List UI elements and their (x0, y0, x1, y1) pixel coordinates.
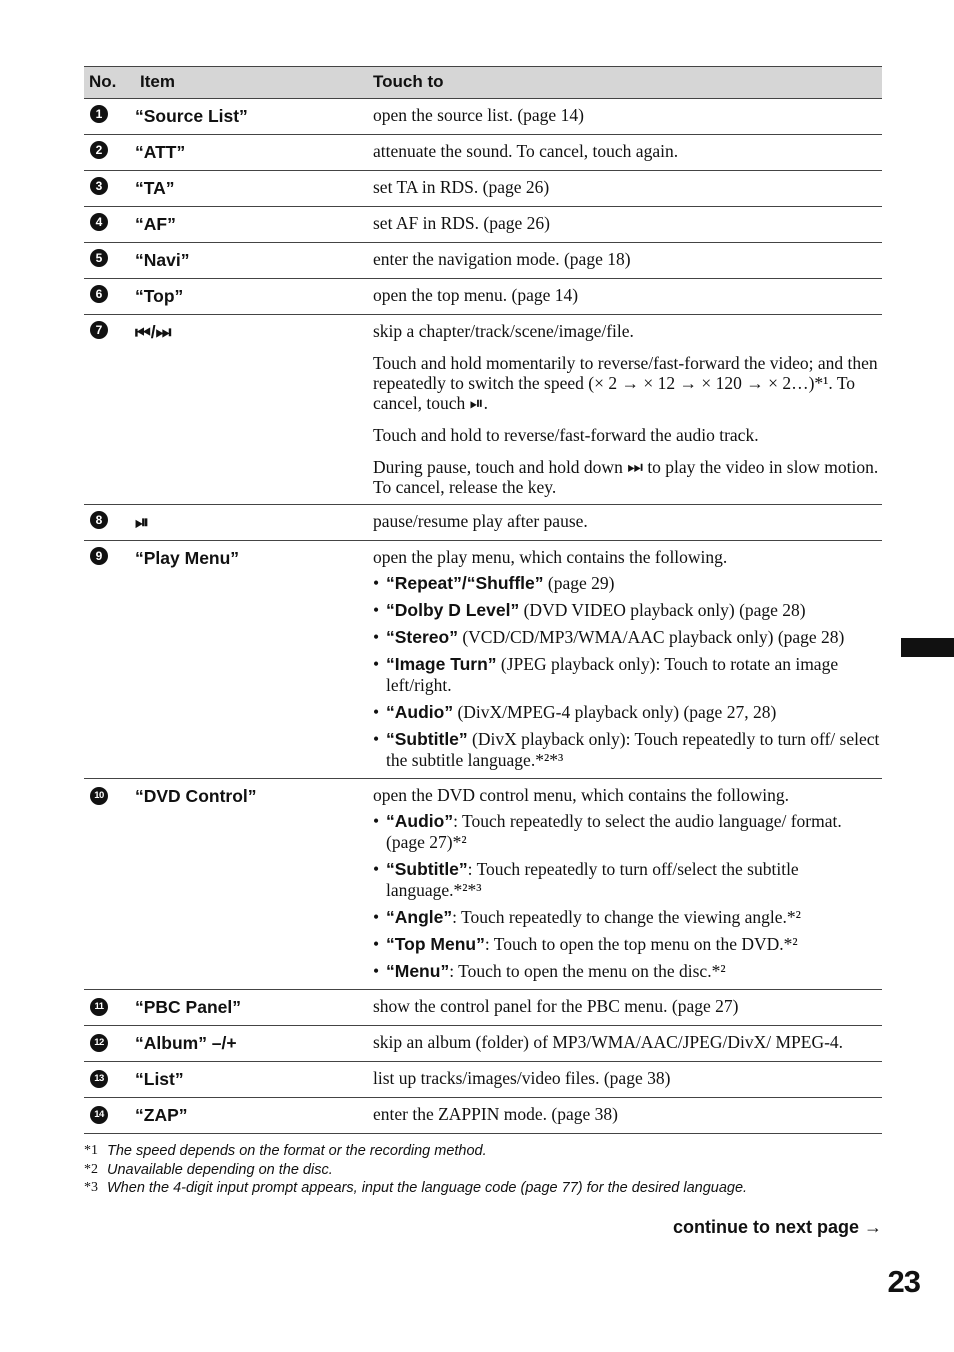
row-number-badge: 1 (90, 105, 108, 123)
description-paragraph: skip an album (folder) of MP3/WMA/AAC/JPEG/DivX/ MPEG-4. (373, 1032, 844, 1052)
option-label: “Angle” (386, 907, 453, 927)
footnote (84, 1179, 884, 1198)
table-row (84, 1026, 882, 1062)
option-text: : Touch to open the menu on the disc.*² (449, 961, 726, 981)
option-label: “Repeat”/“Shuffle” (386, 573, 544, 593)
row-number-cell (84, 243, 135, 279)
item-name: “AF” (135, 207, 368, 243)
item-description (368, 135, 882, 171)
row-number-cell (84, 207, 135, 243)
option-text: (JPEG playback only): Touch to rotate an image left/right. (386, 654, 839, 695)
item-name: ⏯ (135, 505, 368, 541)
option-text: (DivX playback only): Touch repeatedly to turn off/ select the subtitle language.*²*³ (386, 729, 880, 770)
bullet-icon: • (373, 907, 380, 927)
list-item (373, 859, 882, 901)
table-row (84, 1098, 882, 1134)
bullet-icon: • (373, 627, 380, 647)
header-no: No. (84, 67, 135, 99)
bullet-icon: • (373, 600, 380, 620)
list-item (373, 934, 882, 955)
footnote (84, 1142, 884, 1161)
footnote-mark: *1 (84, 1143, 98, 1158)
row-number-badge: 6 (90, 285, 108, 303)
item-name: “ZAP” (135, 1098, 368, 1134)
list-item (373, 600, 882, 621)
table-row (84, 243, 882, 279)
item-name: “Play Menu” (135, 541, 368, 779)
header-touch-to: Touch to (368, 67, 882, 99)
description-paragraph: Touch and hold momentarily to reverse/fast-forward the video; and then repeatedly to switch the speed (× 2 → × 12 → × 120 → × 2…)*¹. To cancel, touch ⏯. (373, 353, 878, 413)
footnote-text: Unavailable depending on the disc. (107, 1161, 333, 1178)
item-name: “Source List” (135, 99, 368, 135)
item-description (368, 243, 882, 279)
row-number-badge: 5 (90, 249, 108, 267)
bullet-icon: • (373, 859, 380, 879)
option-text: : Touch repeatedly to select the audio language/ format. (page 27)*² (386, 811, 842, 852)
item-description (368, 1062, 882, 1098)
list-item (373, 627, 882, 648)
option-text: (DivX/MPEG-4 playback only) (page 27, 28) (453, 702, 777, 722)
row-number-cell (84, 1098, 135, 1134)
item-description (368, 1026, 882, 1062)
table-row (84, 990, 882, 1026)
row-number-badge: 7 (90, 321, 108, 339)
description-paragraph: open the source list. (page 14) (373, 105, 584, 125)
item-description (368, 207, 882, 243)
footnote (84, 1161, 884, 1180)
item-name: “Navi” (135, 243, 368, 279)
footnote-mark: *2 (84, 1161, 98, 1177)
item-name: “Top” (135, 279, 368, 315)
bullet-icon: • (373, 654, 380, 674)
item-description (368, 990, 882, 1026)
row-number-badge: 12 (90, 1034, 108, 1052)
option-list (373, 573, 882, 771)
item-name: “List” (135, 1062, 368, 1098)
bullet-icon: • (373, 811, 380, 831)
row-number-badge: 9 (90, 547, 108, 565)
item-name: ⏮/⏭ (135, 315, 368, 505)
description-paragraph: During pause, touch and hold down ⏭ to play the video in slow motion. To cancel, release the key. (373, 457, 879, 497)
option-text: : Touch to open the top menu on the DVD.*² (484, 934, 798, 954)
row-number-badge: 13 (90, 1070, 108, 1088)
list-item (373, 961, 882, 982)
description-paragraph: open the DVD control menu, which contains the following. (373, 785, 790, 805)
footnotes (84, 1142, 884, 1198)
item-description (368, 279, 882, 315)
row-number-cell (84, 1026, 135, 1062)
row-number-badge: 8 (90, 511, 108, 529)
item-description (368, 1098, 882, 1134)
row-number-badge: 11 (90, 998, 108, 1016)
item-description (368, 541, 882, 779)
row-number-cell (84, 315, 135, 505)
row-number-badge: 2 (90, 141, 108, 159)
option-label: “Top Menu” (386, 934, 485, 954)
list-item (373, 702, 882, 723)
item-description (368, 505, 882, 541)
option-text: (DVD VIDEO playback only) (page 28) (519, 600, 806, 620)
bullet-icon: • (373, 573, 380, 593)
table-row (84, 171, 882, 207)
list-item (373, 729, 882, 771)
row-number-cell (84, 171, 135, 207)
row-number-cell (84, 779, 135, 990)
description-paragraph: set TA in RDS. (page 26) (373, 177, 550, 197)
row-number-cell (84, 541, 135, 779)
table-row (84, 207, 882, 243)
item-name: “Album” –/+ (135, 1026, 368, 1062)
option-label: “Subtitle” (386, 859, 468, 879)
row-number-badge: 3 (90, 177, 108, 195)
bullet-icon: • (373, 961, 380, 981)
option-label: “Stereo” (386, 627, 458, 647)
item-description (368, 779, 882, 990)
table-row (84, 135, 882, 171)
table-row (84, 541, 882, 779)
table-body (84, 99, 882, 1134)
list-item (373, 573, 882, 594)
option-text: : Touch repeatedly to change the viewing angle.*² (452, 907, 801, 927)
item-description (368, 171, 882, 207)
list-item (373, 654, 882, 696)
row-number-cell (84, 1062, 135, 1098)
list-item (373, 811, 882, 853)
description-paragraph: open the play menu, which contains the following. (373, 547, 728, 567)
description-paragraph: Touch and hold to reverse/fast-forward the audio track. (373, 425, 759, 445)
option-label: “Audio” (386, 702, 454, 722)
table-row (84, 99, 882, 135)
table-row (84, 315, 882, 505)
option-label: “Audio” (386, 811, 454, 831)
footnote-text: When the 4-digit input prompt appears, input the language code (page 77) for the desired language. (107, 1180, 748, 1196)
table-row (84, 279, 882, 315)
description-paragraph: attenuate the sound. To cancel, touch again. (373, 141, 679, 161)
table-row (84, 779, 882, 990)
row-number-cell (84, 99, 135, 135)
description-paragraph: pause/resume play after pause. (373, 511, 588, 531)
item-name: “TA” (135, 171, 368, 207)
row-number-badge: 14 (90, 1106, 108, 1124)
description-paragraph: show the control panel for the PBC menu. (page 27) (373, 996, 739, 1016)
bullet-icon: • (373, 702, 380, 722)
option-label: “Menu” (386, 961, 450, 981)
row-number-cell (84, 990, 135, 1026)
option-text: (VCD/CD/MP3/WMA/AAC playback only) (page 28) (457, 627, 845, 647)
table-row (84, 505, 882, 541)
item-description (368, 99, 882, 135)
item-name: “ATT” (135, 135, 368, 171)
option-list (373, 811, 882, 982)
description-paragraph: skip a chapter/track/scene/image/file. (373, 321, 634, 341)
bullet-icon: • (373, 934, 380, 954)
option-text: : Touch repeatedly to turn off/select the subtitle language.*²*³ (386, 859, 799, 900)
option-label: “Dolby D Level” (386, 600, 520, 620)
row-number-cell (84, 505, 135, 541)
continue-to-next-page: continue to next page → (672, 1217, 882, 1237)
section-edge-tab (901, 638, 954, 657)
option-label: “Subtitle” (386, 729, 468, 749)
control-items-table (84, 66, 882, 1134)
description-paragraph: set AF in RDS. (page 26) (373, 213, 550, 233)
bullet-icon: • (373, 729, 380, 749)
table-row (84, 1062, 882, 1098)
list-item (373, 907, 882, 928)
description-paragraph: list up tracks/images/video files. (page 38) (373, 1068, 671, 1088)
item-description (368, 315, 882, 505)
option-label: “Image Turn” (386, 654, 497, 674)
description-paragraph: open the top menu. (page 14) (373, 285, 579, 305)
table-header-row (84, 67, 882, 99)
footnote-text: The speed depends on the format or the recording method. (107, 1143, 487, 1159)
row-number-cell (84, 135, 135, 171)
description-paragraph: enter the navigation mode. (page 18) (373, 249, 631, 269)
header-item: Item (135, 67, 368, 99)
row-number-badge: 10 (90, 787, 108, 805)
item-name: “DVD Control” (135, 779, 368, 990)
row-number-badge: 4 (90, 213, 108, 231)
item-name: “PBC Panel” (135, 990, 368, 1026)
page-number: 23 (887, 1264, 920, 1299)
footnote-mark: *3 (84, 1180, 98, 1195)
description-paragraph: enter the ZAPPIN mode. (page 38) (373, 1104, 618, 1124)
row-number-cell (84, 279, 135, 315)
option-text: (page 29) (543, 573, 615, 593)
